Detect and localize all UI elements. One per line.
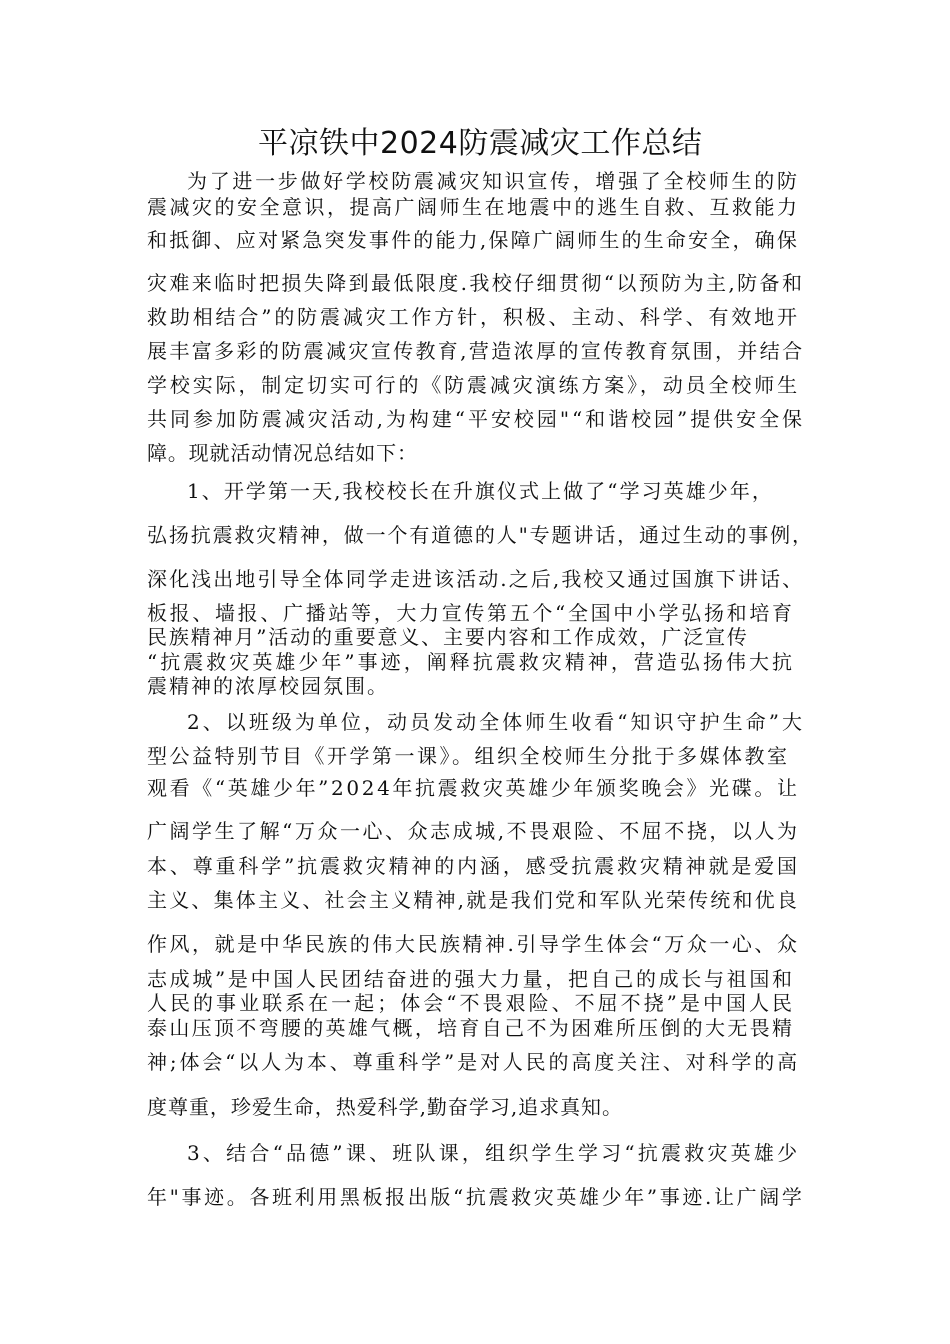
body-text-line: 弘扬抗震救灾精神，做一个有道德的人"专题讲话，通过生动的事例， [147, 523, 814, 547]
body-text-line: 观看《“英雄少年”2024年抗震救灾英雄少年颁奖晚会》光碟。让 [147, 776, 800, 800]
body-text-line: 为了进一步做好学校防震减灾知识宣传，增强了全校师生的防 [187, 169, 800, 193]
body-text-line: 志成城”是中国人民团结奋进的强大力量，把自己的成长与祖国和 [147, 967, 795, 991]
document-title: 平凉铁中2024防震减灾工作总结 [258, 126, 703, 161]
body-text-line: 本、尊重科学”抗震救灾精神的内涵，感受抗震救灾精神就是爱国 [147, 854, 800, 878]
body-text-line: 广阔学生了解“万众一心、众志成城,不畏艰险、不屈不挠，以人为 [147, 819, 800, 843]
body-text-line: 年"事迹。各班利用黑板报出版“抗震救灾英雄少年”事迹.让广阔学 [147, 1185, 805, 1209]
body-text-line: 障。现就活动情况总结如下： [147, 441, 418, 465]
body-text-line: 主义、集体主义、社会主义精神,就是我们党和军队光荣传统和优良 [147, 888, 800, 912]
body-text-line: 和抵御、应对紧急突发事件的能力,保障广阔师生的生命安全，确保 [147, 228, 800, 252]
body-text-line: 灾难来临时把损失降到最低限度.我校仔细贯彻“以预防为主,防备和 [147, 271, 805, 295]
body-text-line: 度尊重，珍爱生命，热爱科学,勤奋学习,追求真知。 [147, 1095, 623, 1119]
body-text-line: 3、结合“品德”课、班队课，组织学生学习“抗震救灾英雄少 [187, 1141, 801, 1165]
body-text-line: 型公益特别节目《开学第一课》。组织全校师生分批于多媒体教室 [147, 744, 790, 768]
body-text-line: 神;体会“以人为本、尊重科学”是对人民的高度关注、对科学的高 [147, 1050, 800, 1074]
body-text-line: “抗震救灾英雄少年”事迹，阐释抗震救灾精神，营造弘扬伟大抗 [147, 650, 796, 674]
body-text-line: 救助相结合”的防震减灾工作方针，积极、主动、科学、有效地开 [147, 305, 800, 329]
body-text-line: 深化浅出地引导全体同学走进该活动.之后,我校又通过国旗下讲话、 [147, 567, 805, 591]
body-text-line: 学校实际，制定切实可行的《防震减灾演练方案》，动员全校师生 [147, 373, 800, 397]
body-text-line: 2、以班级为单位，动员发动全体师生收看“知识守护生命”大 [187, 710, 806, 734]
body-text-line: 震减灾的安全意识，提高广阔师生在地震中的逃生自救、互救能力 [147, 195, 800, 219]
body-text-line: 展丰富多彩的防震减灾宣传教育,营造浓厚的宣传教育氛围，并结合 [147, 339, 805, 363]
body-text-line: 1、开学第一天,我校校长在升旗仪式上做了“学习英雄少年， [187, 479, 774, 503]
body-text-line: 人民的事业联系在一起；体会“不畏艰险、不屈不挠”是中国人民 [147, 991, 796, 1015]
body-text-line: 震精神的浓厚校园氛围。 [147, 674, 389, 698]
body-text-line: 民族精神月”活动的重要意义、主要内容和工作成效，广泛宣传 [147, 625, 749, 649]
body-text-line: 共同参加防震减灾活动,为构建“平安校园"“和谐校园”提供安全保 [147, 407, 805, 431]
body-text-line: 作风，就是中华民族的伟大民族精神.引导学生体会“万众一心、众 [147, 932, 800, 956]
body-text-line: 板报、墙报、广播站等，大力宣传第五个“全国中小学弘扬和培育 [147, 601, 795, 625]
body-text-line: 泰山压顶不弯腰的英雄气概，培育自己不为困难所压倒的大无畏精 [147, 1016, 795, 1040]
